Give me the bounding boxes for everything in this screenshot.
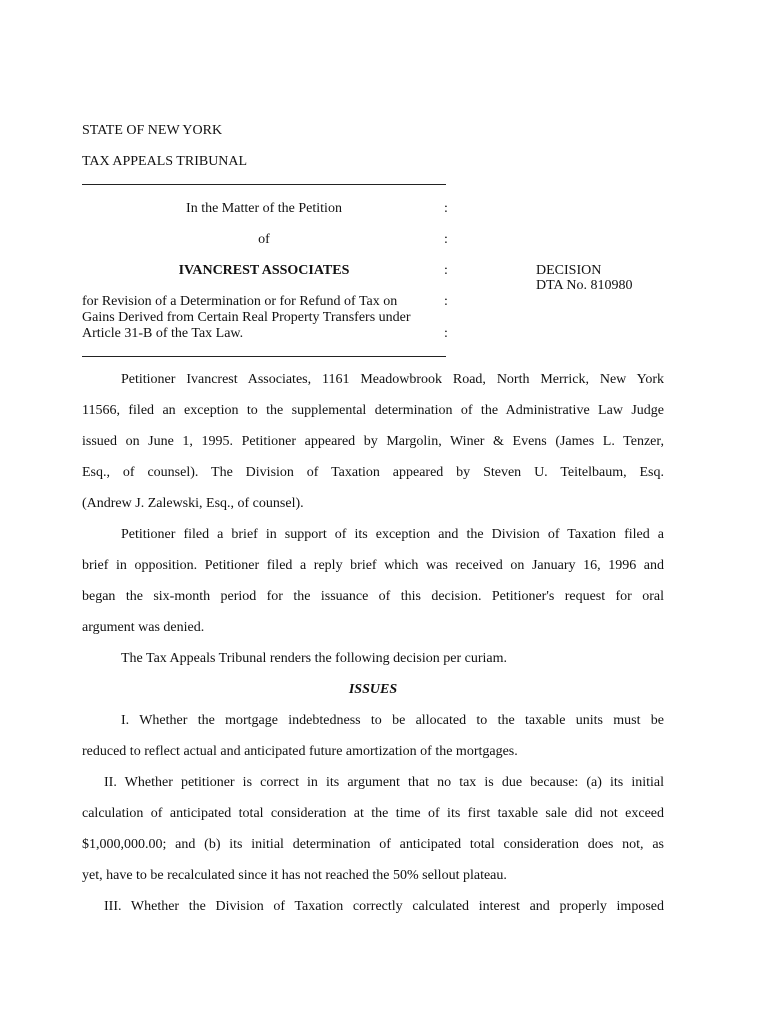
caption-colon: : <box>444 232 448 247</box>
matter-line: In the Matter of the Petition <box>186 201 342 216</box>
body-line: The Tax Appeals Tribunal renders the following decision per curiam. <box>121 651 508 666</box>
revision-line: for Revision of a Determination or for Refund of Tax on <box>82 294 398 309</box>
issue-line: reduced to reflect actual and anticipated future amortization of the mortgages. <box>82 744 518 759</box>
body-line: Petitioner Ivancrest Associates, 1161 Meadowbrook Road, North Merrick, New York <box>121 372 664 387</box>
body-line: argument was denied. <box>82 620 205 635</box>
body-line: issued on June 1, 1995. Petitioner appeared by Margolin, Winer & Evens (James L. Tenzer, <box>82 434 664 449</box>
issues-heading: ISSUES <box>348 682 398 697</box>
dta-number: DTA No. 810980 <box>536 278 633 293</box>
caption-colon: : <box>444 201 448 216</box>
party-name: IVANCREST ASSOCIATES <box>178 263 350 278</box>
state-header: STATE OF NEW YORK <box>82 123 223 138</box>
body-line: (Andrew J. Zalewski, Esq., of counsel). <box>82 496 304 511</box>
issue-line: III. Whether the Division of Taxation correctly calculated interest and properly imposed <box>104 899 664 914</box>
decision-label: DECISION <box>536 263 602 278</box>
tribunal-header: TAX APPEALS TRIBUNAL <box>82 154 248 169</box>
caption-bottom-rule <box>82 356 446 357</box>
issue-line: yet, have to be recalculated since it has not reached the 50% sellout plateau. <box>82 868 507 883</box>
issue-line: I. Whether the mortgage indebtedness to be allocated to the taxable units must be <box>121 713 664 728</box>
issue-line: calculation of anticipated total consideration at the time of its first taxable sale did not exceed <box>82 806 664 821</box>
revision-line: Article 31-B of the Tax Law. <box>82 326 244 341</box>
caption-colon: : <box>444 294 448 309</box>
body-line: began the six-month period for the issuance of this decision. Petitioner's request for oral <box>82 589 664 604</box>
caption-top-rule <box>82 184 446 185</box>
issue-line: II. Whether petitioner is correct in its argument that no tax is due because: (a) its initial <box>104 775 664 790</box>
body-line: Petitioner filed a brief in support of its exception and the Division of Taxation filed a <box>121 527 664 542</box>
revision-line: Gains Derived from Certain Real Property Transfers under <box>82 310 411 325</box>
caption-colon: : <box>444 326 448 341</box>
body-line: brief in opposition. Petitioner filed a reply brief which was received on January 16, 1996 and <box>82 558 664 573</box>
caption-colon: : <box>444 263 448 278</box>
issue-line: $1,000,000.00; and (b) its initial determination of anticipated total consideration does not, as <box>82 837 664 852</box>
body-line: Esq., of counsel). The Division of Taxation appeared by Steven U. Teitelbaum, Esq. <box>82 465 664 480</box>
of-line: of <box>258 232 270 247</box>
body-line: 11566, filed an exception to the supplemental determination of the Administrative Law Judge <box>82 403 664 418</box>
